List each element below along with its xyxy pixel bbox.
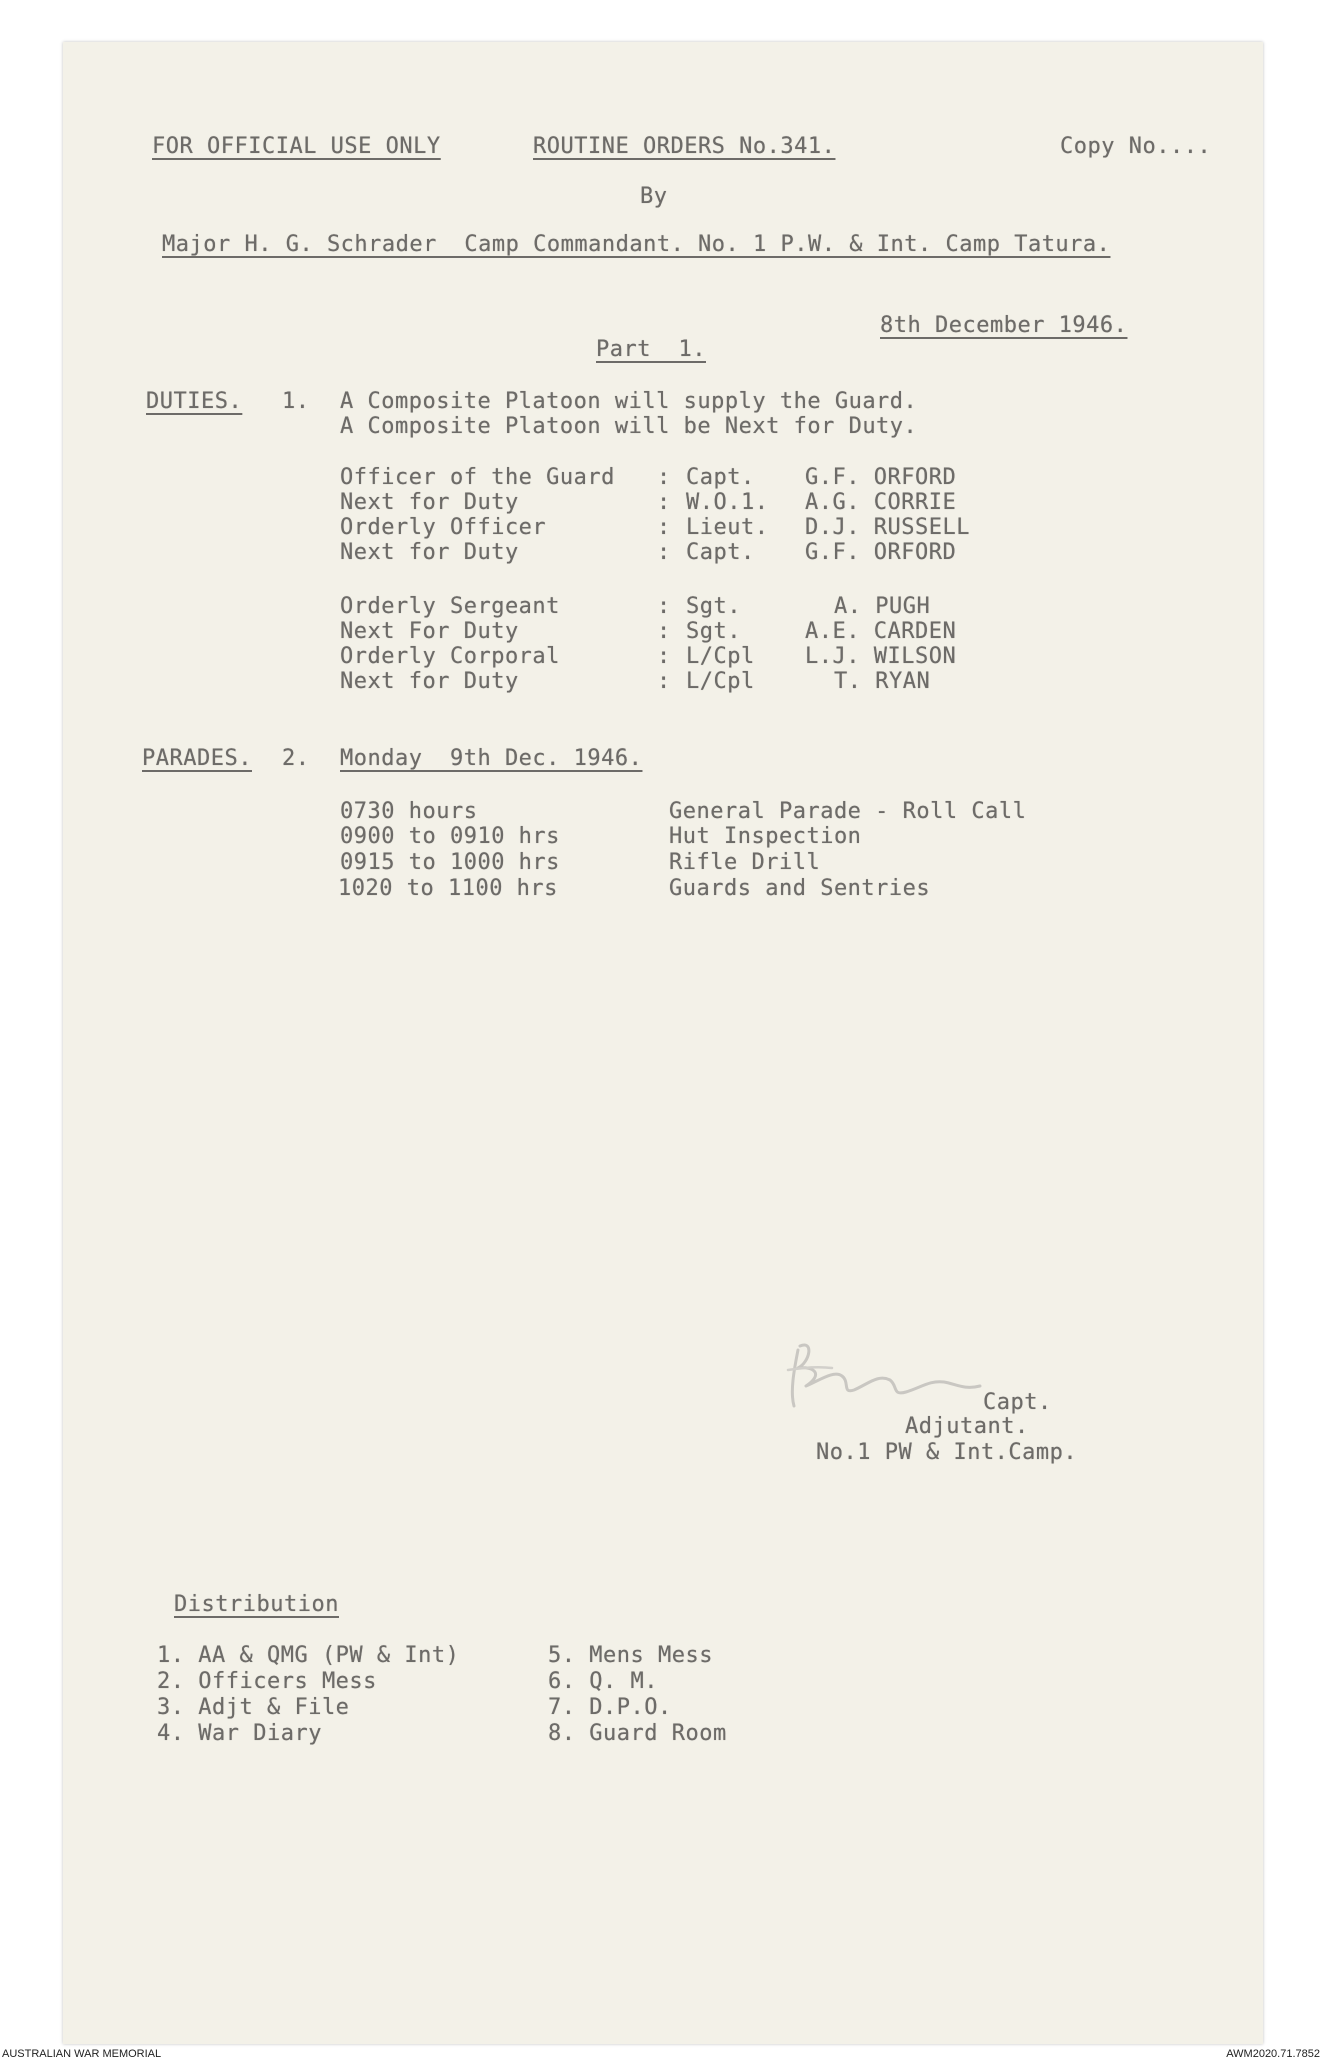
parade-time: 0900 to 0910 hrs (340, 824, 560, 849)
duty-role: Next for Duty (340, 669, 519, 694)
distribution-item: 8. Guard Room (548, 1721, 727, 1746)
duty-role: Next for Duty (340, 540, 519, 565)
duty-name: G.F. ORFORD (805, 465, 957, 490)
official-use-heading: FOR OFFICIAL USE ONLY (152, 134, 441, 159)
parades-heading: PARADES. (142, 746, 252, 771)
duty-separator: : (657, 540, 671, 565)
by-line: By (640, 184, 668, 209)
routine-orders-heading: ROUTINE ORDERS No.341. (533, 134, 836, 159)
duties-line-1: A Composite Platoon will supply the Guard. (340, 389, 918, 414)
duties-number: 1. (282, 389, 310, 414)
duty-role: Officer of the Guard (340, 465, 615, 490)
duty-role: Next for Duty (340, 490, 519, 515)
duty-role: Orderly Sergeant (340, 594, 560, 619)
distribution-item: 1. AA & QMG (PW & Int) (157, 1643, 460, 1668)
duty-rank: L/Cpl (686, 669, 755, 694)
duty-separator: : (657, 515, 671, 540)
duty-name: A.G. CORRIE (805, 490, 957, 515)
duty-name: T. RYAN (834, 669, 931, 694)
duty-role: Orderly Corporal (340, 644, 560, 669)
duty-rank: Sgt. (686, 594, 741, 619)
parade-time: 0730 hours (340, 799, 478, 824)
parade-activity: Guards and Sentries (669, 876, 931, 901)
duty-name: L.J. WILSON (805, 644, 957, 669)
duty-name: G.F. ORFORD (805, 540, 957, 565)
copy-number: Copy No.... (1060, 134, 1212, 159)
distribution-item: 5. Mens Mess (548, 1643, 713, 1668)
distribution-item: 4. War Diary (157, 1721, 322, 1746)
duty-separator: : (657, 669, 671, 694)
signatory-title: Adjutant. (905, 1414, 1029, 1439)
duties-line-2: A Composite Platoon will be Next for Duty. (340, 414, 918, 439)
parade-activity: Rifle Drill (669, 850, 821, 875)
parade-activity: General Parade - Roll Call (669, 799, 1027, 824)
duty-name: A. PUGH (834, 594, 931, 619)
duty-role: Orderly Officer (340, 515, 547, 540)
commander-line: Major H. G. Schrader Camp Commandant. No. 1 P.W. & Int. Camp Tatura. (162, 232, 1111, 257)
parade-time: 1020 to 1100 hrs (338, 876, 558, 901)
archive-reference: AWM2020.71.7852 (1226, 2048, 1320, 2060)
parade-activity: Hut Inspection (669, 824, 862, 849)
distribution-item: 7. D.P.O. (548, 1695, 672, 1720)
handwritten-signature (780, 1310, 1010, 1420)
duty-separator: : (657, 594, 671, 619)
duty-name: D.J. RUSSELL (805, 515, 970, 540)
order-date: 8th December 1946. (880, 313, 1128, 338)
signatory-rank: Capt. (983, 1390, 1052, 1415)
part-heading: Part 1. (596, 337, 706, 362)
parade-day: Monday 9th Dec. 1946. (340, 746, 643, 771)
duty-separator: : (657, 619, 671, 644)
duty-rank: Sgt. (686, 619, 741, 644)
distribution-item: 3. Adjt & File (157, 1695, 350, 1720)
duty-role: Next For Duty (340, 619, 519, 644)
duty-separator: : (657, 644, 671, 669)
duty-rank: Capt. (686, 465, 755, 490)
distribution-item: 6. Q. M. (548, 1669, 658, 1694)
duty-rank: Lieut. (686, 515, 769, 540)
duty-rank: Capt. (686, 540, 755, 565)
duty-name: A.E. CARDEN (805, 619, 957, 644)
archive-credit: AUSTRALIAN WAR MEMORIAL (2, 2048, 162, 2060)
parade-time: 0915 to 1000 hrs (340, 850, 560, 875)
duty-rank: W.O.1. (686, 490, 769, 515)
parades-number: 2. (282, 746, 310, 771)
signatory-unit: No.1 PW & Int.Camp. (816, 1440, 1078, 1465)
duty-rank: L/Cpl (686, 644, 755, 669)
distribution-item: 2. Officers Mess (157, 1669, 377, 1694)
duty-separator: : (657, 490, 671, 515)
duty-separator: : (657, 465, 671, 490)
duties-heading: DUTIES. (146, 389, 243, 414)
distribution-heading: Distribution (174, 1592, 339, 1617)
